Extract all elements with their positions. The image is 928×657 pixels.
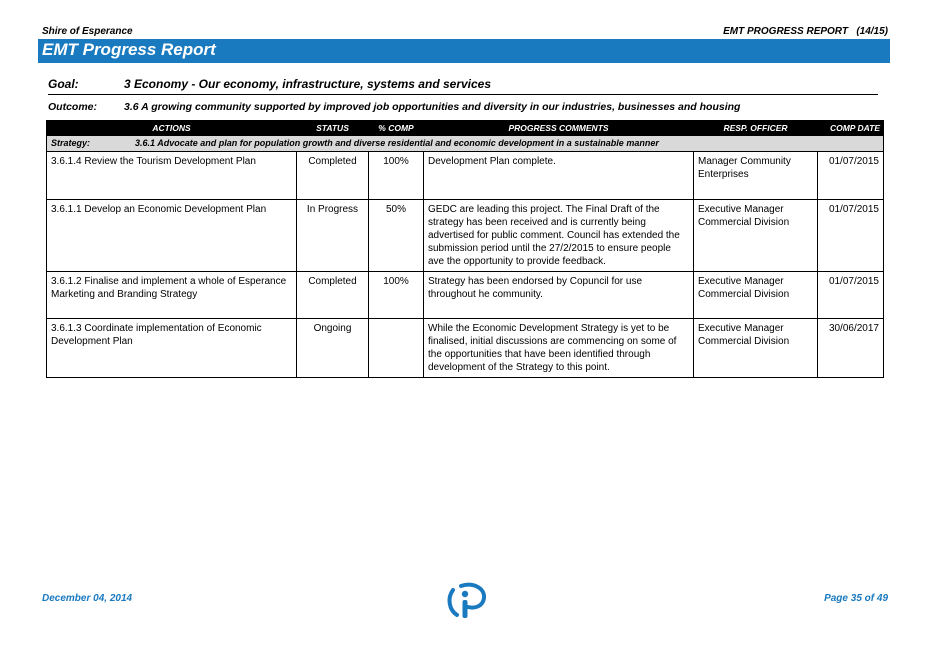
strategy-label: Strategy: [51, 138, 91, 148]
col-header-date: COMP DATE [818, 121, 884, 136]
goal-text: 3 Economy - Our economy, infrastructure, systems and services [124, 77, 492, 91]
date-cell: 01/07/2015 [818, 200, 884, 272]
status-cell: In Progress [297, 200, 369, 272]
table-header-row [47, 121, 884, 136]
comp-cell: 100% [369, 272, 424, 319]
comments-cell: Development Plan complete. [424, 152, 694, 200]
date-cell: 01/07/2015 [818, 272, 884, 319]
col-header-actions: ACTIONS [47, 121, 297, 136]
outcome-line [48, 101, 878, 115]
status-cell: Completed [297, 152, 369, 200]
col-header-officer: RESP. OFFICER [694, 121, 818, 136]
col-header-comments: PROGRESS COMMENTS [424, 121, 694, 136]
strategy-row [47, 136, 884, 152]
page-title: EMT Progress Report [42, 40, 216, 59]
page-number: Page 35 of 49 [824, 593, 888, 604]
title-bar [38, 39, 890, 63]
info-i-logo-icon [443, 580, 489, 622]
date-cell: 01/07/2015 [818, 152, 884, 200]
report-date: December 04, 2014 [42, 593, 133, 604]
goal-line [48, 77, 878, 95]
report-label: EMT PROGRESS REPORT [723, 26, 848, 37]
report-id [723, 26, 888, 37]
officer-cell: Executive Manager Commercial Division [694, 319, 818, 378]
action-cell: 3.6.1.4 Review the Tourism Development Plan [47, 152, 297, 200]
status-cell: Completed [297, 272, 369, 319]
outcome-label: Outcome: [48, 101, 98, 113]
officer-cell: Executive Manager Commercial Division [694, 200, 818, 272]
page-footer [42, 590, 888, 620]
action-cell: 3.6.1.2 Finalise and implement a whole of Esperance Marketing and Branding Strategy [47, 272, 297, 319]
status-cell: Ongoing [297, 319, 369, 378]
comments-cell: GEDC are leading this project. The Final Draft of the strategy has been received and is currently being advertised for public comment. Council has extended the submission period until the 27/2/2015 to ensure people ave the opportunity to provide feedback. [424, 200, 694, 272]
col-header-comp: % COMP [369, 121, 424, 136]
action-cell: 3.6.1.1 Develop an Economic Development Plan [47, 200, 297, 272]
table-row [47, 152, 884, 200]
outcome-text: 3.6 A growing community supported by improved job opportunities and diversity in our industries, businesses and housing [124, 101, 741, 113]
comp-cell: 100% [369, 152, 424, 200]
report-period: (14/15) [856, 26, 888, 37]
table-row [47, 200, 884, 272]
strategy-cell [47, 136, 884, 152]
officer-cell: Manager Community Enterprises [694, 152, 818, 200]
comp-cell [369, 319, 424, 378]
officer-cell: Executive Manager Commercial Division [694, 272, 818, 319]
col-header-status: STATUS [297, 121, 369, 136]
actions-table [46, 120, 884, 378]
table-row [47, 272, 884, 319]
comments-cell: Strategy has been endorsed by Copuncil for use throughout he community. [424, 272, 694, 319]
comp-cell: 50% [369, 200, 424, 272]
table-row [47, 319, 884, 378]
page-header [42, 23, 888, 39]
goal-label: Goal: [48, 77, 79, 91]
comments-cell: While the Economic Development Strategy is yet to be finalised, initial discussions are commencing on some of the opportunities that have been identified through development of the Strategy to this point. [424, 319, 694, 378]
strategy-text: 3.6.1 Advocate and plan for population growth and diverse residential and economic development in a sustainable manner [135, 138, 659, 148]
action-cell: 3.6.1.3 Coordinate implementation of Economic Development Plan [47, 319, 297, 378]
date-cell: 30/06/2017 [818, 319, 884, 378]
org-name: Shire of Esperance [42, 26, 133, 37]
